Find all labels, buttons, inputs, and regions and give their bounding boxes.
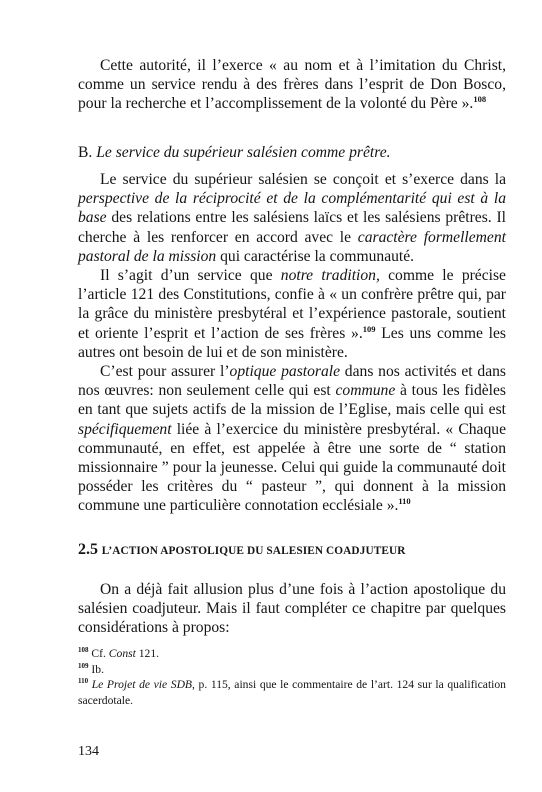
- heading-number: 2.5: [78, 541, 98, 558]
- footnotes: [78, 646, 506, 708]
- text: comme le précise l’article 121 des Constitutions, confie à « un confrère prêtre qui, par la grâce du ministère presbytéral et l’expérience pastorale, soutient et oriente l’esprit et l’action de ses frères ».: [78, 267, 506, 342]
- footnote-ref[interactable]: 110: [398, 496, 411, 507]
- text: C’est pour assurer l’: [100, 363, 230, 381]
- paragraph: [78, 362, 506, 516]
- section-title: Le service du supérieur salésien comme prêtre.: [96, 144, 391, 161]
- page-number: 134: [78, 744, 99, 759]
- footnote-ref[interactable]: 109: [362, 323, 376, 334]
- footnote-number: 109: [78, 661, 89, 670]
- emphasis: notre tradition,: [280, 267, 380, 285]
- paragraph-authority: [78, 56, 506, 114]
- section-heading-b: [78, 143, 506, 162]
- paragraph: [78, 580, 506, 638]
- text: liée à l’exercice du ministère presbytéral. « Chaque communauté, en effet, est appelée à être une sorte de “ station missionnaire ” pour la jeunesse. Celui qui guide la communauté doit posséder les critères du “ pasteur ”, qui donnent à la mission commune une particulière connotation ecclésiale ».: [78, 420, 506, 515]
- section-letter: B.: [78, 144, 93, 161]
- section-2-5-body: [78, 580, 506, 638]
- text: 121.: [135, 647, 160, 660]
- text: On a déjà fait allusion plus d’une fois à l’action apostolique du salésien coadjuteur. Mais il faut compléter ce chapitre par quelques considérations à propos:: [78, 581, 506, 637]
- text: Le service du supérieur salésien se conçoit et s’exerce dans la: [100, 171, 506, 188]
- footnote-ref[interactable]: 108: [473, 94, 487, 105]
- text: qui caractérise la communauté.: [216, 247, 415, 265]
- text: à tous les fidèles en tant que sujets actifs de la mission de l’Eglise, mais celle qui est: [78, 382, 506, 419]
- paragraph: [78, 266, 506, 362]
- text: Les uns comme les autres ont besoin de lui et de son ministère.: [78, 324, 506, 361]
- paragraph: [78, 56, 506, 114]
- emphasis: Le Projet de vie SDB: [91, 678, 193, 692]
- text: dans nos activités et dans nos œuvres: non seulement celle qui est: [78, 363, 506, 400]
- paragraph: [78, 170, 506, 266]
- footnote-109: [78, 662, 506, 678]
- footnote-number: 108: [78, 646, 89, 655]
- text: Cette autorité, il l’exerce « au nom et à l’imitation du Christ, comme un service rendu à des frères dans l’esprit de Don Bosco, pour la recherche et l’accomplissement de la volonté du Père ».: [78, 57, 506, 113]
- emphasis: perspective de la réciprocité et de la complémentarité qui est à la base: [78, 190, 506, 227]
- footnote-110: [78, 677, 506, 708]
- emphasis: optique pastorale: [229, 363, 341, 381]
- text: , p. 115, ainsi que le commentaire de l’art. 124 sur la qualification sacerdotale.: [78, 678, 506, 707]
- text: Cf.: [91, 647, 109, 660]
- heading-text: L’ACTION APOSTOLIQUE DU SALESIEN COADJUTEUR: [101, 545, 406, 557]
- emphasis: spécifiquement: [78, 420, 172, 438]
- emphasis: caractère formellement pastoral de la mission: [78, 228, 506, 265]
- emphasis: Const: [108, 647, 136, 660]
- section-heading-2-5: [78, 541, 506, 560]
- text: Ib.: [91, 662, 104, 676]
- section-b-body: [78, 170, 506, 516]
- footnote-108: [78, 646, 506, 662]
- text: Il s’agit d’un service que: [100, 267, 281, 285]
- footnote-number: 110: [78, 677, 89, 686]
- emphasis: commune: [335, 382, 396, 400]
- text: des relations entre les salésiens laïcs et les salésiens prêtres. Il cherche à les renforcer en accord avec le: [78, 209, 506, 246]
